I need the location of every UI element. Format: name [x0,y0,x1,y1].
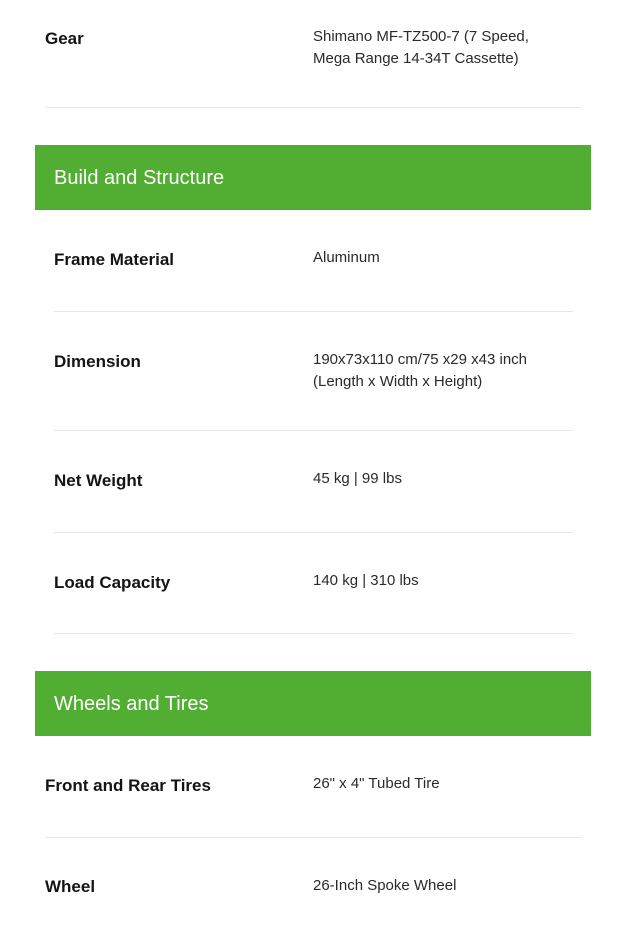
spec-label: Frame Material [54,250,174,269]
spec-row-load-capacity [54,533,573,634]
section-header-wheels-and-tires[interactable] [35,671,591,736]
spec-label: Front and Rear Tires [45,776,211,795]
spec-label: Wheel [45,877,96,896]
spec-row-wheel [45,838,582,932]
spec-label: Gear [45,29,84,48]
spec-row-dimension [54,312,573,431]
section-title: Wheels and Tires [54,693,209,715]
spec-row-net-weight [54,431,573,533]
spec-row-front-and-rear-tires [45,736,582,838]
spec-value: 26" x 4" Tubed Tire [313,775,440,792]
section-title: Build and Structure [54,167,225,189]
spec-label: Net Weight [54,471,143,490]
spec-row-frame-material [54,210,573,312]
spec-value: 190x73x110 cm/75 x29 x43 inch (Length x Width x Height) [313,351,528,390]
section-header-build-and-structure[interactable] [35,145,591,210]
spec-label: Dimension [54,352,141,371]
spec-value: 140 kg | 310 lbs [313,572,419,589]
spec-value: 45 kg | 99 lbs [313,470,402,487]
spec-row-gear [45,0,582,108]
spec-value: Shimano MF-TZ500-7 (7 Speed, Mega Range 14-34T Cassette) [313,28,529,67]
spec-label: Load Capacity [54,573,171,592]
spec-value: Aluminum [313,249,380,266]
spec-value: 26-Inch Spoke Wheel [313,877,457,894]
